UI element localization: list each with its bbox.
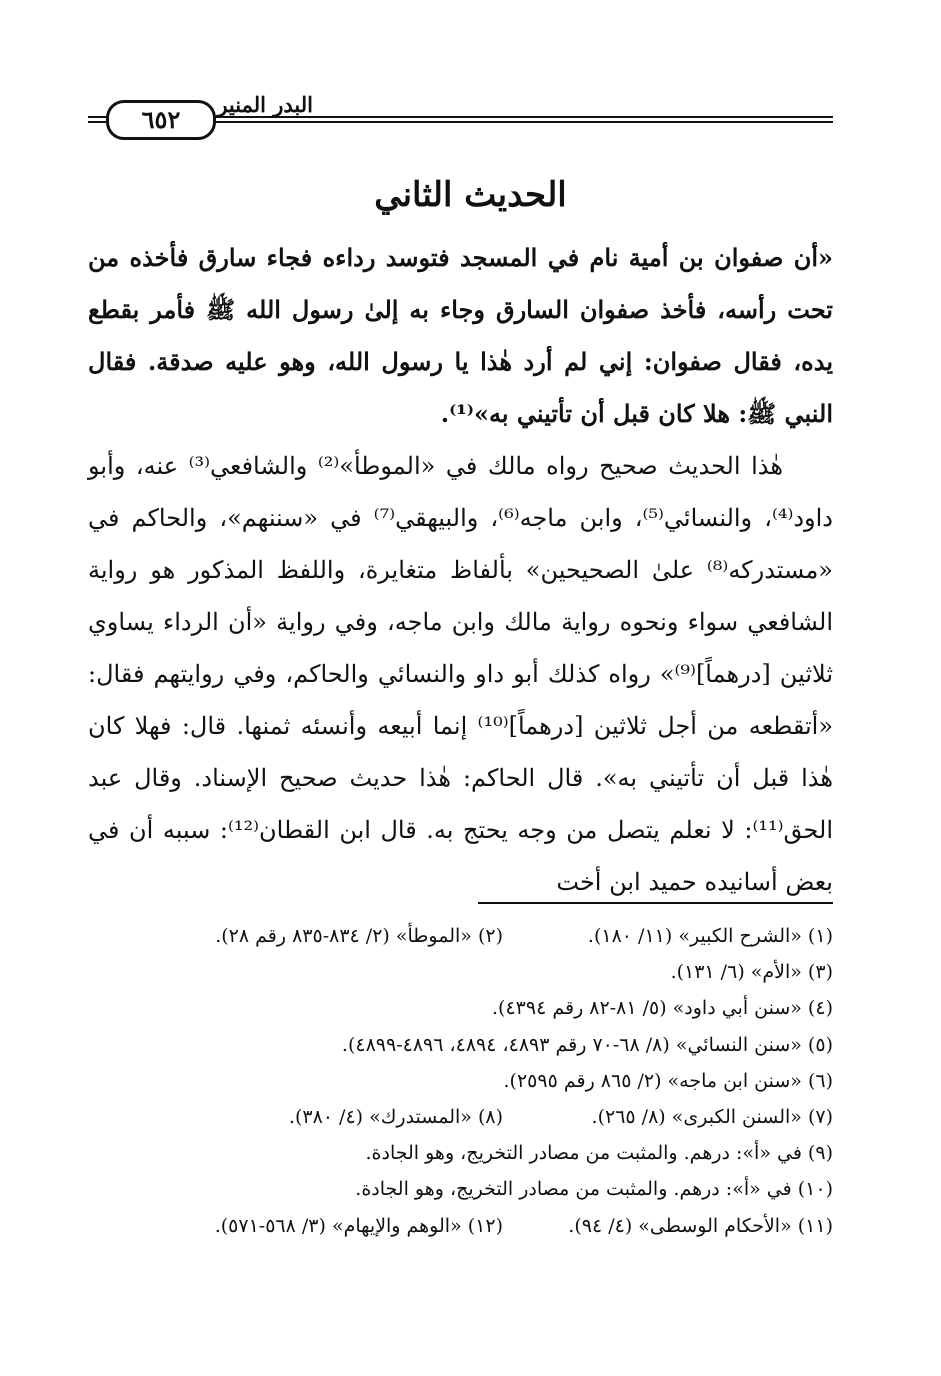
footnote-1: (١) «الشرح الكبير» (١١/ ١٨٠). xyxy=(587,925,833,947)
footnote-7: (٧) «السنن الكبرى» (٨/ ٢٦٥). xyxy=(591,1106,833,1129)
footnote-6: (٦) «سنن ابن ماجه» (٢/ ٨٦٥ رقم ٢٥٩٥). xyxy=(503,1069,833,1092)
book-title: البدر المنير xyxy=(217,92,313,117)
footnote-2: (٢) «الموطأ» (٢/ ٨٣٤-٨٣٥ رقم ٢٨). xyxy=(215,925,503,947)
footnote-12: (١٢) «الوهم والإيهام» (٣/ ٥٦٨-٥٧١). xyxy=(214,1214,503,1237)
footnote-3: (٣) «الأم» (٦/ ١٣١). xyxy=(670,961,833,984)
commentary-paragraph: هٰذا الحديث صحيح رواه مالك في «الموطأ»⁽²⁾ والشافعي⁽³⁾ عنه، وأبو داود⁽⁴⁾، والنسائي⁽⁵⁾، وابن ماجه⁽⁶⁾، والبيهقي⁽⁷⁾ في «سننهم»، والحاكم في «مستدركه⁽⁸⁾ علىٰ الصحيحين» بألفاظ متغايرة، واللفظ المذكور هو رواية الشافعي سواء ونحوه رواية مالك وابن ماجه، وفي رواية «أن الرداء يساوي ثلاثين [درهماً]⁽⁹⁾» رواه كذلك أبو داو والنسائي والحاكم، وفي روايتهم فقال: «أتقطعه من أجل ثلاثين [درهماً]⁽¹⁰⁾ إنما أبيعه وأنسئه ثمنها. قال: فهلا كان هٰذا قبل أن تأتيني به». قال الحاكم: هٰذا حديث صحيح الإسناد. وقال عبد الحق⁽¹¹⁾: لا نعلم يتصل من وجه يحتج به. قال ابن القطان⁽¹²⁾: سببه أن في بعض أسانيده حميد ابن أخت xyxy=(88,452,834,896)
hadith-paragraph: «أن صفوان بن أمية نام في المسجد فتوسد رداءه فجاء سارق فأخذه من تحت رأسه، فأخذ صفوان السارق وجاء به إلىٰ رسول الله ﷺ فأمر بقطع يده، فقال صفوان: إني لم أرد هٰذا يا رسول الله، وهو عليه صدقة. فقال النبي ﷺ: هلا كان قبل أن تأتيني به»⁽¹⁾. xyxy=(88,243,833,428)
footnote-5: (٥) «سنن النسائي» (٨/ ٦٨-٧٠ رقم ٤٨٩٣، ٤٨٩٤، ٤٨٩٦-٤٨٩٩). xyxy=(341,1033,833,1056)
footnote-9: (٩) في «أ»: درهم. والمثبت من مصادر التخريج، وهو الجادة. xyxy=(365,1142,833,1165)
running-header xyxy=(88,88,833,134)
footnote-10: (١٠) في «أ»: درهم. والمثبت من مصادر التخريج، وهو الجادة. xyxy=(355,1178,833,1201)
footnotes xyxy=(88,918,833,1244)
footnote-4: (٤) «سنن أبي داود» (٥/ ٨١-٨٢ رقم ٤٣٩٤). xyxy=(492,997,833,1020)
footnote-8: (٨) «المستدرك» (٤/ ٣٨٠). xyxy=(288,1106,503,1129)
section-heading: الحديث الثاني xyxy=(374,175,567,215)
main-text xyxy=(88,232,833,908)
page-number: ٦٥٢ xyxy=(106,100,216,140)
footnote-separator xyxy=(478,902,833,904)
footnote-11: (١١) «الأحكام الوسطى» (٤/ ٩٤). xyxy=(568,1214,833,1237)
